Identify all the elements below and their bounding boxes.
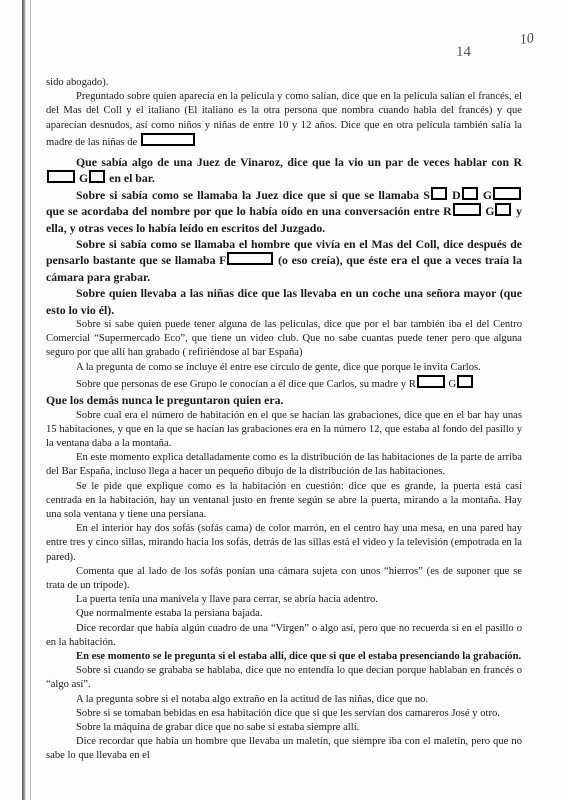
redaction-box [417,375,445,388]
redaction-box [453,203,481,216]
paragraph: La puerta tenía una manivela y llave para cerrar, se abría hacia adentro. [76,594,378,606]
redaction-box [89,170,105,183]
redaction-box [431,187,447,200]
paragraph-bold: Sobre si sabía como se llamaba el hombre que vivía en el Mas del Coll, dice después de pensarlo bastante que se llamaba F (o eso creía), que éste era el que a veces traía la cámara para grabar. [46,237,522,284]
paragraph: A la pregunta de como se incluye él entre ese círculo de gente, dice que porque le invita Carlos. [76,361,481,373]
paragraph-bold: Que sabía algo de una Juez de Vinaroz, dice que la vio un par de veces hablar con R G en el bar. [46,154,522,187]
paragraph: Que normalmente estaba la persiana bajada. [76,608,263,620]
paragraph: Dice recordar que había un hombre que llevaba un maletín, que siempre iba con el maletín, pero que no sabe lo que llevaba en el [46,736,522,762]
redaction-box [495,203,511,216]
paragraph: Se le pide que explique como es la habitación en cuestión: dice que es grande, la puerta está casi centrada en la habitación, hay un ventanal justo en frente según se abre la puerta, mirando a la montaña. Hay una sola ventana y tiene una persiana. [46,480,522,520]
paragraph: Sobre que personas de ese Grupo le conocían a él dice que Carlos, su madre y R G [46,375,522,392]
document-body [46,76,522,764]
handwritten-folio-number: 10 [518,31,535,48]
redaction-box [227,252,273,265]
binding-edge [22,0,26,800]
paragraph: Comenta que al lado de los sofás ponían una cámara sujeta con unos “hierros” (es de suponer que se trata de un trípode). [46,565,522,591]
paragraph-bold: Sobre si sabía como se llamaba la Juez dice que si que se llamaba S D G que se acordaba del nombre por que lo había oído en una conversación entre R G y ella, y otras veces lo había leído en escritos del Juzgado. [46,187,522,235]
paragraph: sido abogado). [46,77,109,88]
redaction-box [47,170,75,183]
paragraph: Preguntado sobre quien aparecía en la película y como salían, dice que en la película salían el francés, el del Mas del Coll y el italiano (El italiano es la otra persona que nombra cuando habla del francés) y que aparecían desnudos, así como niños y niñas de entre 10 y 12 años. Dice que en otra película también salía la madre de las niñas de [46,91,522,148]
redaction-box [493,187,521,200]
paragraph: Sobre si sabe quien puede tener alguna de las películas, dice que por el bar también iba el del Centro Comercial “Supermercado Eco”, que tiene un video club. Que no sabe cuantas puede tener pero que alguna seguro por que allí han grabado ( refiriéndose al bar España) [46,319,522,359]
binding-line [30,0,31,800]
paragraph: Sobre la máquina de grabar dice que no sabe si estaba siempre allí. [76,721,360,733]
paragraph-bold: Que los demás nunca le preguntaron quien era. [46,393,284,408]
paragraph-bold: En ese momento se le pregunta si el estaba allí, dice que si que el estaba presenciando la grabación. [76,650,522,662]
paragraph: En el interior hay dos sofás (sofás cama) de color marrón, en el centro hay una mesa, en una pared hay entre tres y cinco sillas, mirando hacia los sofás, detrás de las sillas está el video y la televisión (empotrada en la pared). [46,523,522,563]
redaction-box [141,133,195,146]
redaction-box [462,187,478,200]
page-number: 14 [456,44,471,60]
paragraph: A la pregunta sobre si el notaba algo extraño en la actitud de las niñas, dice que no. [76,693,429,705]
paragraph: Dice recordar que había algún cuadro de una “Virgen” o algo así, pero que no recuerda si en el pasillo o en la habitación. [46,622,522,648]
paragraph: Sobre cual era el número de habitación en el que se hacían las grabaciones, dice que en el bar hay unas 15 habitaciones, y que en la que se hacían las grabaciones era en la número 12, que estaba al fondo del pasillo y la ventana daba a la montaña. [46,409,522,449]
paragraph: Sobre si se tomaban bebidas en esa habitación dice que si que les servían dos camareros José y otro. [76,707,500,719]
redaction-box [457,375,473,388]
paragraph: Sobre si cuando se grababa se hablaba, dice que no entendía lo que decían porque hablaban en francés o “algo así”. [46,665,522,691]
paragraph: En este momento explica detalladamente como es la distribución de las habitaciones de la parte de arriba del Bar España, incluso llega a hacer un pequeño dibujo de la distribución de las habitaciones. [46,452,522,478]
paragraph-bold: Sobre quien llevaba a las niñas dice que las llevaba en un coche una señora mayor (que esto lo vio él). [46,286,522,317]
